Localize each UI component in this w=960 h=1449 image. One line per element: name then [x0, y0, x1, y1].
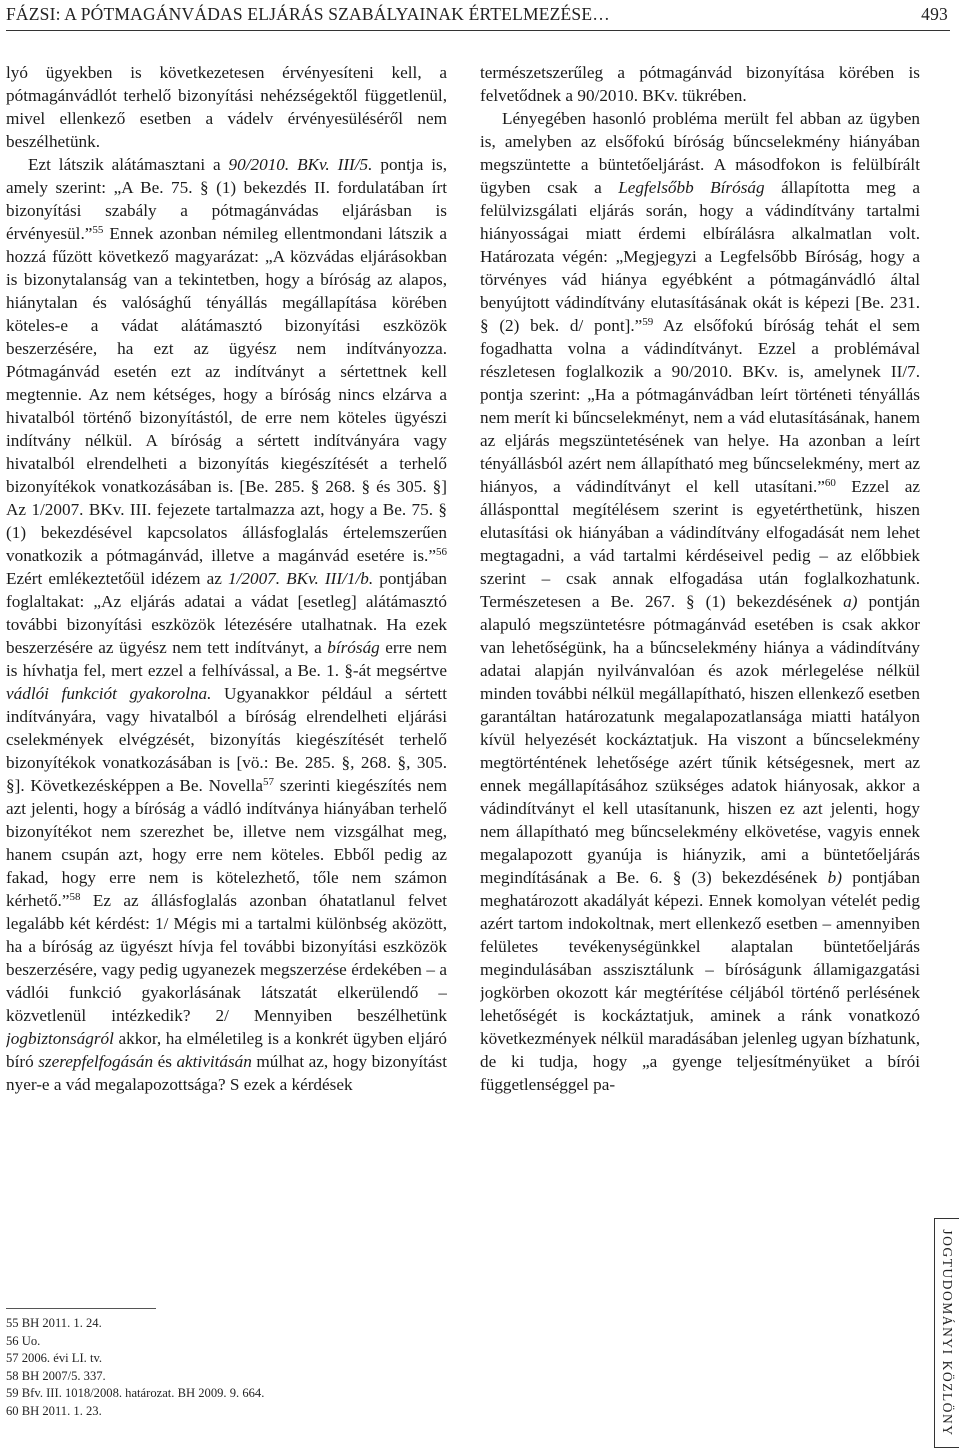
italic-run: a)	[843, 592, 858, 611]
footnote: 56 Uo.	[6, 1333, 41, 1348]
paragraph	[480, 107, 920, 1096]
header-rule	[6, 30, 950, 31]
text-run: erre nem is hívhatja fel, mert ezzel a felhívással, a Be. 1. §-át megsértve	[6, 638, 447, 680]
footnotes	[6, 1308, 447, 1420]
footnote: 58 BH 2007/5. 337.	[6, 1368, 106, 1383]
text-run: Az elsőfokú bíróság tehát el sem fogadhatta volna a vádindítványt. Ezzel a problémával részletesen foglalkozik a 90/2010. BKv. is, amelynek II/7. pontja szerint: „Ha a pótmagánvádban leírt történeti tényállás nem merít ki bűncselekményt, nem a vád elutasításának, hanem az eljárás megszüntetésének van helye. Ha azonban a leírt tényállásból azért nem állapítható meg bűncselekmény, mert az hiányos, a vádindítványt el kell utasítani.”	[480, 316, 920, 496]
text-run: szerinti kiegészítés nem azt jelenti, hogy a bíróság a vádló indítványa hiányában terhelő bizonyítékot nem szerezhet be, illetve nem vizsgálhat meg, hanem csupán azt, hogy erre nem köteles. Ebből pedig az fakad, hogy erre nem is kötelezhető, tőle nem számon kérhető.”	[6, 776, 447, 910]
footnote-ref: 56	[436, 546, 447, 558]
footnote: 57 2006. évi LI. tv.	[6, 1351, 103, 1365]
text-run: Ennek azonban némileg ellentmondani látszik a hozzá fűzött következő magyarázat: „A közvádas eljárásokban is bizonytalanság van a tekintetben, hogy a bíróság az alapos, hiánytalan és valósághű tényállás megállapítása körében köteles-e a vádat alátámasztó bizonyítási eszközök beszerzésére, ha ezt az ügyész nem indítványozza. Pótmagánvád esetén ezt az indítványt a sértettnek kell megtennie. Az nem kétséges, hogy a bíróság nincs elzárva a hivatalból történő bizonyítástól, de erre nem köteles ügyészi indítvány nélkül. A bíróság a sértett indítványára vagy hivatalból elrendelheti a bizonyítás kiegészítését a terhelő bizonyítékok vonatkozásában is. [Be. 285. § 268. § és 305. §] Az 1/2007. BKv. III. fejezete tartalmazza azt, hogy a Be. 75. § (1) bekezdésével kapcsolatos állásfoglalás értelemszerűen vonatkozik a pótmagánvád, illetve a magánvád esetére is.”	[6, 224, 447, 565]
text-run: Lényegében hasonló probléma merült fel abban az ügyben is, amelyben az elsőfokú bíróság bűncselekmény hiányában megszüntette a büntetőeljárást. A másodfokon is felülbírált ügyben csak a	[480, 109, 920, 197]
footnote-rule	[6, 1308, 156, 1309]
text-run: és	[153, 1052, 177, 1071]
footnote-ref: 59	[642, 316, 654, 328]
footnote-ref: 57	[263, 776, 275, 788]
footnote: 59 Bfv. III. 1018/2008. határozat. BH 2009. 9. 664.	[6, 1386, 265, 1400]
left-column	[6, 61, 447, 1261]
paragraph: természetszerűleg a pótmagánvád bizonyítása körében is felvetődnek a 90/2010. BKv. tükrében.	[480, 63, 920, 105]
text-run: Ezt látszik alátámasztani a	[28, 155, 229, 174]
footnote: 55 BH 2011. 1. 24.	[6, 1316, 102, 1330]
text-run: pontja is, amely szerint: „A Be. 75. § (1) bekezdés II. fordulatában írt bizonyítási szabály a pótmagánvádas eljárásban is érvényesül.”	[6, 155, 447, 243]
italic-run: vádlói funkciót gyakorolna.	[6, 684, 212, 703]
running-head-title: FÁZSI: A PÓTMAGÁNVÁDAS ELJÁRÁS SZABÁLYAINAK ÉRTELMEZÉSE…	[6, 4, 610, 24]
text-run: Ugyanakkor például a sértett indítványára, vagy hivatalból a bíróság elrendelheti eljárási cselekmények elvégzését, bizonyítás kiegészítését terhelő bizonyítékok vonatkozásában is [vö.: Be. 285. §, 268. §, 305. §]. Következésképpen a Be. Novella	[6, 684, 447, 795]
footnote-ref: 55	[92, 224, 104, 236]
text-run: Ezért emlékeztetőül idézem az	[6, 569, 229, 588]
text-run: akkor, ha elméletileg is a konkrét ügyben eljáró bíró	[6, 1029, 447, 1071]
text-run: múlhat az, hogy bizonyítást nyer-e a vád megalapozottsága? S ezek a kérdések	[6, 1052, 447, 1094]
text-run: Ezzel az állásponttal megítélésem szerint is egyetérthetünk, hiszen elutasítási ok hiányában a vádindítvány elfogadását nem lehet megtagadni, a vád tartalmi kérdéseivel pedig – az előbbiek szerint – csak annak elfogadása után foglalkozhatunk. Természetesen a Be. 267. § (1) bekezdésének	[480, 477, 920, 611]
journal-side-tab	[934, 1218, 959, 1448]
text-run: pontjában meghatározott akadályát képezi. Ennek komolyan vételét pedig azért tartom indokoltnak, mert ellenkező esetben – amennyiben felületes tevékenységünkkel alaptalan büntetőeljárás megindulásában asszisztálunk – bíróságunk államigazgatási jogkörben okozott kár megtérítése céljából történő perlésének lehetőségét is kockáztatjuk, aminek a ránk vonatkozó következmények nélkül maradásában jelenleg ugyan bízhatunk, de ki tudja, hogy „a gyenge teljesítményüket a bírói függetlenséggel pa-	[480, 868, 920, 1094]
italic-run: aktivitásán	[176, 1052, 252, 1071]
italic-run: Legfelsőbb Bíróság	[618, 178, 765, 197]
italic-run: szerepfelfogásán	[38, 1052, 154, 1071]
text-run: állapította meg a felülvizsgálati eljárás során, hogy a vádindítvány tartalmi hiányosságai miatt érdemi elbírálásra alkalmatlan volt. Határozata végén: „Megjegyzi a Legfelsőbb Bíróság, hogy a törvényes vád hiánya egyébként a pótmagánvádló által benyújtott vádindítvány elutasításának okát is képezi [Be. 231. § (2) bek. d/ pont].”	[480, 178, 920, 335]
paragraph: lyó ügyekben is következetesen érvényesíteni kell, a pótmagánvádlót terhelő bizonyítási nehézségektől függetlenül, mivel ellenkező esetben a vádelv érvényesüléséről nem beszélhetünk.	[6, 63, 447, 151]
text-run: pontján alapuló megszüntetésre pótmagánvád esetében is csak akkor van lehetőségünk, ha a bűncselekmény hiánya a vádindítvány adatai alapján nyilvánvalóan és azok mérlegelése nélkül minden további nélkül megállapítható, hiszen ellenkező esetben garantáltan határozatunk megalapozatlansága miatti hatályon kívül helyezését kockáztatjuk. Ha viszont a bűncselekmény megtörténtének lehetősége azért tűnik kétségesnek, mert az ennek megállapításához szükséges adatok hiányosak, akkor a vádindítványt el kell utasítanunk, hiszen ez azt jelenti, hogy nem állapítható meg bűncselekmény elkövetése, vagyis ennek megalapozott gyanúja is hiányzik, ami a büntetőeljárás megindításának a Be. 6. § (3) bekezdésének	[480, 592, 920, 887]
footnote: 60 BH 2011. 1. 23.	[6, 1403, 102, 1418]
text-run: pontjában foglaltakat: „Az eljárás adatai a vádat [esetleg] alátámasztó további bizonyítási eszközök létezésére utalhatnak. Ha ezek beszerzésére az ügyész nem tett indítványt, a	[6, 569, 447, 657]
italic-run: 90/2010. BKv. III/5.	[228, 155, 373, 174]
italic-run: 1/2007. BKv. III/1/b.	[228, 569, 374, 588]
italic-run: b)	[827, 868, 842, 887]
footnote-ref: 60	[824, 477, 836, 489]
journal-side-tab-label: JOGTUDOMÁNYI KÖZLÖNY	[940, 1229, 955, 1437]
footnote-ref: 58	[69, 891, 81, 903]
paragraph	[6, 153, 447, 1096]
text-run: Ez az állásfoglalás azonban óhatatlanul felvet legalább két kérdést: 1/ Mégis mi a tartalmi különbség aközött, ha a bíróság az ügyészt hívja fel további bizonyítási eszközök beszerzésére, vagy pedig ugyanezek megszerzése érdekében – a vádlói funkció gyakorlásának látszatát elkerülendő – közvetlenül intézkedik? 2/ Mennyiben beszélhetünk	[6, 891, 447, 1025]
italic-run: jogbiztonságról	[6, 1029, 114, 1048]
running-head	[6, 4, 950, 32]
right-column	[480, 61, 920, 1261]
page-number: 493	[921, 4, 948, 24]
italic-run: bíróság	[327, 638, 380, 657]
